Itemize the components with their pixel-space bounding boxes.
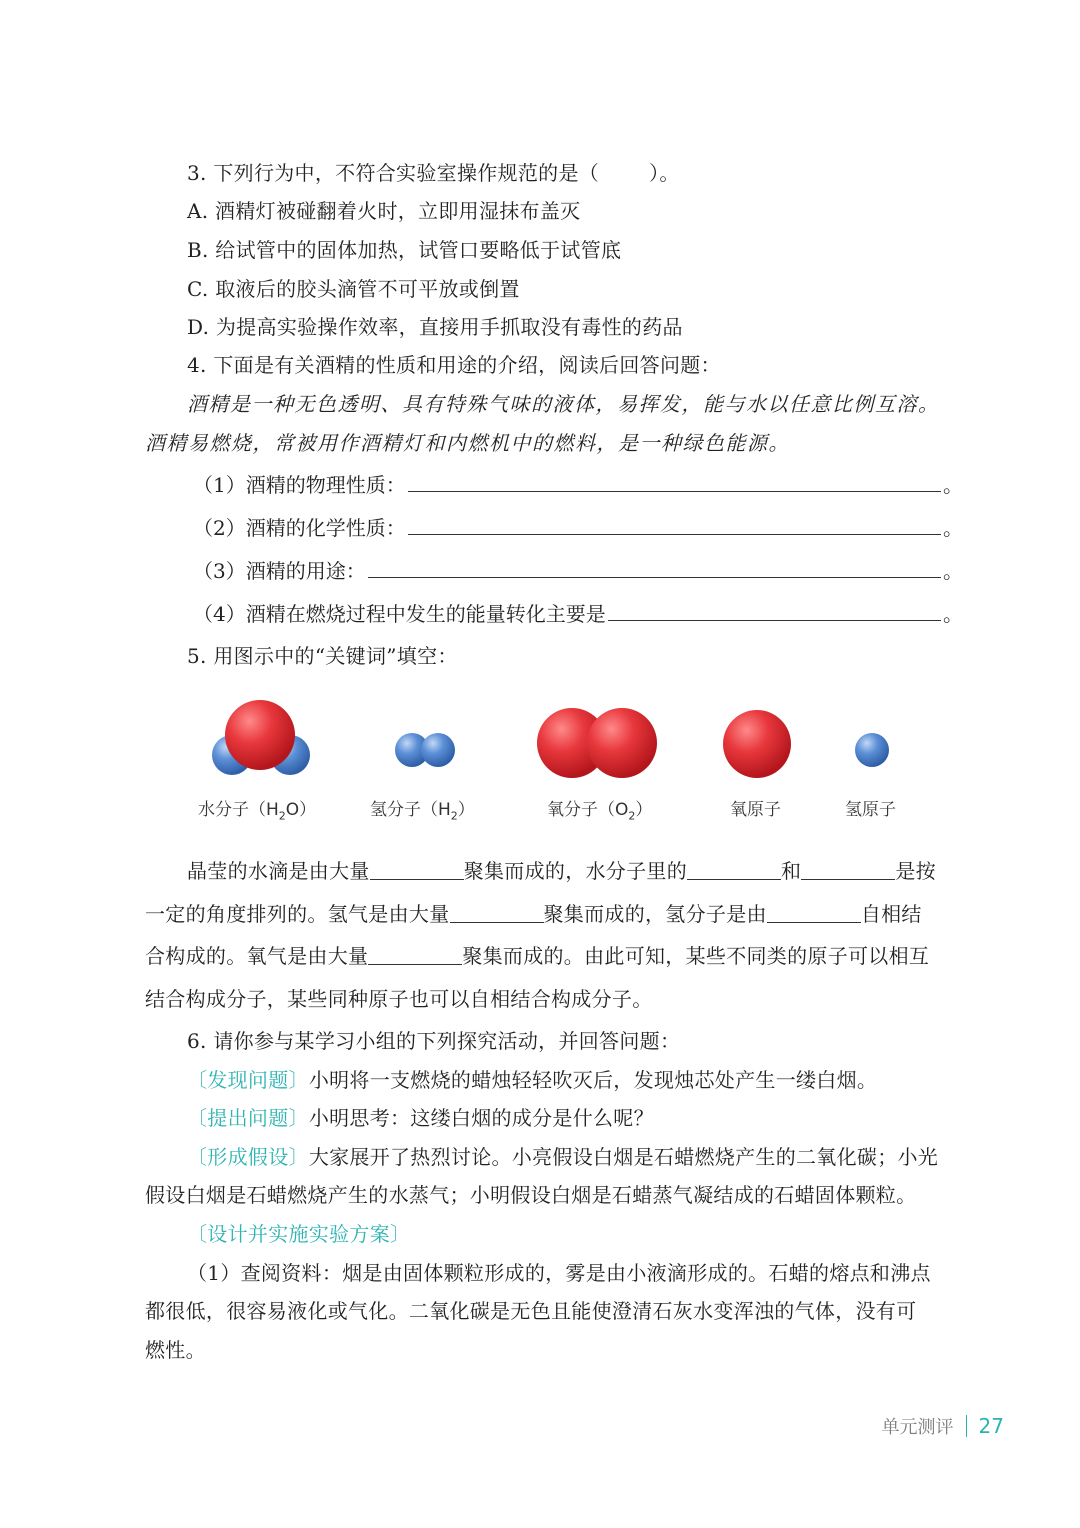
q3-stem: 3. 下列行为中，不符合实验室操作规范的是（ ）。	[187, 161, 680, 185]
ask-tag: 〔提出问题〕	[187, 1106, 309, 1130]
answer-blank[interactable]	[368, 946, 462, 965]
q6-ask: 〔提出问题〕小明思考：这缕白烟的成分是什么呢？	[187, 1106, 654, 1130]
answer-blank[interactable]	[450, 904, 544, 923]
oxygen-atom	[587, 708, 657, 778]
answer-blank[interactable]	[408, 491, 941, 492]
q4-passage-line-1: 酒精是一种无色透明、具有特殊气味的液体，易挥发，能与水以任意比例互溶。	[187, 392, 940, 416]
hydrogen-atom-single	[855, 733, 889, 767]
q4-passage-line-2: 酒精易燃烧，常被用作酒精灯和内燃机中的燃料，是一种绿色能源。	[145, 431, 790, 455]
footer-divider	[966, 1415, 967, 1437]
answer-blank[interactable]	[368, 577, 941, 578]
q6-hypothesis: 〔形成假设〕大家展开了热烈讨论。小亮假设白烟是石蜡燃烧产生的二氧化碳；小光	[187, 1145, 939, 1169]
q6-hypothesis-line-2: 假设白烟是石蜡燃烧产生的水蒸气；小明假设白烟是石蜡蒸气凝结成的石蜡固体颗粒。	[145, 1183, 917, 1207]
q6-stem: 6. 请你参与某学习小组的下列探究活动，并回答问题：	[187, 1029, 681, 1053]
q5-paragraph-line-1: 晶莹的水滴是由大量 聚集而成的，水分子里的 和 是按	[187, 859, 936, 883]
q6-design	[187, 1221, 977, 1247]
answer-blank[interactable]	[408, 534, 941, 535]
page-footer	[882, 1413, 1004, 1439]
q4-item-2: （2）酒精的化学性质： 。	[193, 516, 963, 540]
hydrogen-molecule-label: 氢分子$(H_2)$	[370, 800, 475, 823]
design-tag: 〔设计并实施实验方案〕	[187, 1222, 411, 1246]
page-number: 27	[978, 1414, 1004, 1438]
water-molecule	[212, 700, 310, 775]
q6-step1-line-1: （1）查阅资料：烟是由固体颗粒形成的，雾是由小液滴形成的。石蜡的熔点和沸点	[187, 1261, 931, 1285]
q4-item-4: （4）酒精在燃烧过程中发生的能量转化主要是 。	[193, 602, 963, 626]
hydrogen-molecule	[395, 733, 455, 767]
discover-tag: 〔发现问题〕	[187, 1068, 309, 1092]
answer-blank[interactable]	[687, 861, 781, 880]
q5-paragraph-line-2: 一定的角度排列的。氢气是由大量 聚集而成的，氢分子是由 自相结	[145, 902, 922, 926]
oxygen-molecule-label: 氧分子$(O_2)$	[547, 800, 653, 823]
q6-step1-line-3: 燃性。	[145, 1338, 206, 1362]
q3-option-a: A. 酒精灯被碰翻着火时，立即用湿抹布盖灭	[187, 199, 581, 223]
q4-item-3: （3）酒精的用途： 。	[193, 559, 963, 583]
oxygen-atom-label: 氧原子	[730, 800, 781, 820]
oxygen-molecule	[537, 708, 657, 778]
answer-blank[interactable]	[608, 620, 941, 621]
q5-stem: 5. 用图示中的“关键词”填空：	[187, 644, 458, 668]
q3-option-b: B. 给试管中的固体加热，试管口要略低于试管底	[187, 238, 622, 262]
q5-paragraph-line-3: 合构成的。氧气是由大量 聚集而成的。由此可知，某些不同类的原子可以相互	[145, 944, 930, 968]
q4-item-1: （1）酒精的物理性质： 。	[193, 473, 963, 497]
answer-blank[interactable]	[767, 904, 861, 923]
q3-option-c: C. 取液后的胶头滴管不可平放或倒置	[187, 277, 520, 301]
q6-discover: 〔发现问题〕小明将一支燃烧的蜡烛轻轻吹灭后，发现烛芯处产生一缕白烟。	[187, 1068, 878, 1092]
hydrogen-atom	[421, 733, 455, 767]
q5-paragraph-line-4: 结合构成分子，某些同种原子也可以自相结合构成分子。	[145, 987, 653, 1011]
hydrogen-atom-label: 氢原子	[845, 800, 896, 820]
answer-blank[interactable]	[370, 861, 464, 880]
water-molecule-label: 水分子$(H_2O)$	[198, 800, 317, 823]
oxygen-atom-single	[723, 710, 791, 778]
answer-blank[interactable]	[801, 861, 895, 880]
q4-stem: 4. 下面是有关酒精的性质和用途的介绍，阅读后回答问题：	[187, 353, 721, 377]
hypothesis-tag: 〔形成假设〕	[187, 1145, 309, 1169]
section-name: 单元测评	[881, 1417, 954, 1438]
q3-option-d: D. 为提高实验操作效率，直接用手抓取没有毒性的药品	[187, 315, 683, 339]
oxygen-atom	[225, 700, 295, 770]
q6-step1-line-2: 都很低，很容易液化或气化。二氧化碳是无色且能使澄清石灰水变浑浊的气体，没有可	[145, 1299, 917, 1323]
